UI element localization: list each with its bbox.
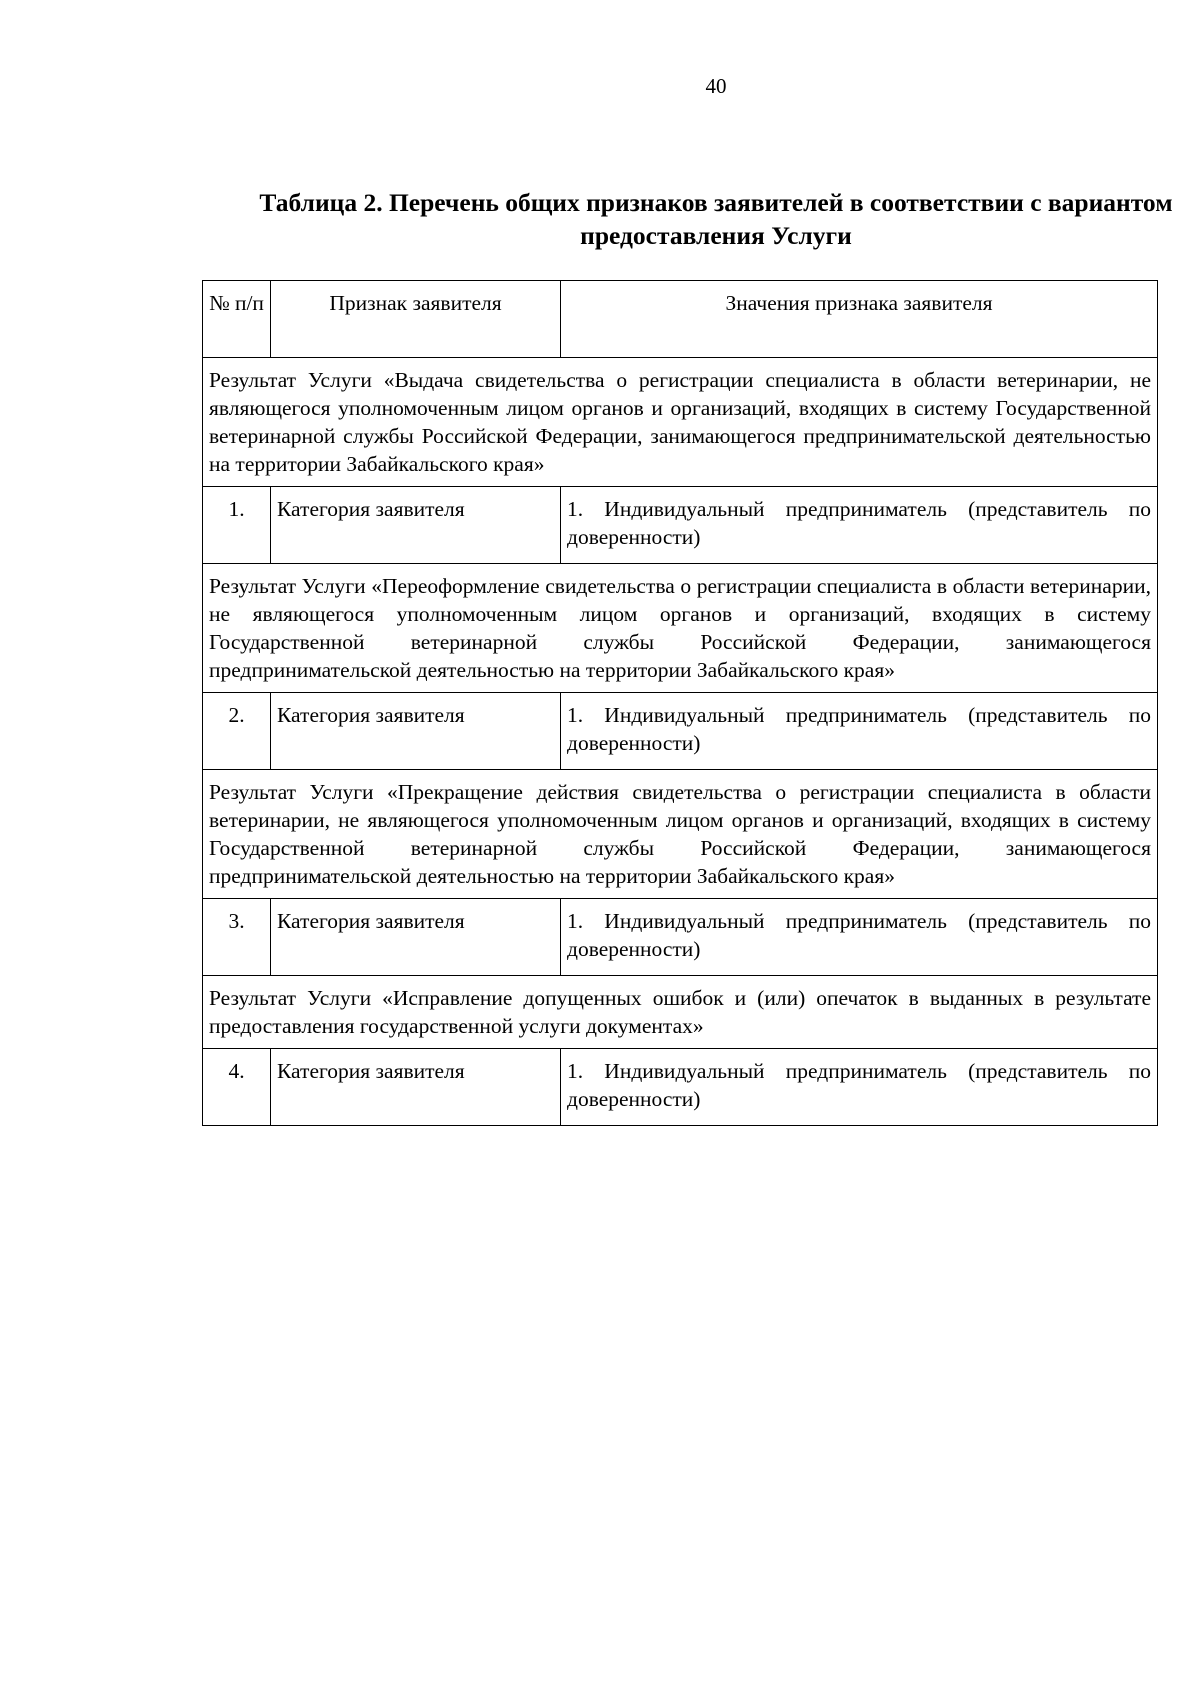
section-result: Результат Услуги «Переоформление свидетельства о регистрации специалиста в области ветеринарии, не являющегося уполномоченным лицом органов и организаций, входящих в систему Государственной ветеринарной службы Российской Федерации, занимающегося предпринимательской деятельностью на территории Забайкальского края» [203, 564, 1158, 693]
row-value: 1. Индивидуальный предприниматель (представитель по доверенности) [561, 1049, 1158, 1126]
section-row [203, 976, 1158, 1049]
section-result: Результат Услуги «Выдача свидетельства о регистрации специалиста в области ветеринарии, не являющегося уполномоченным лицом органов и организаций, входящих в систему Государственной ветеринарной службы Российской Федерации, занимающегося предпринимательской деятельностью на территории Забайкальского края» [203, 358, 1158, 487]
section-row [203, 564, 1158, 693]
row-attribute: Категория заявителя [271, 1049, 561, 1126]
row-attribute: Категория заявителя [271, 693, 561, 770]
applicant-attributes-table [202, 280, 1158, 1126]
section-row [203, 358, 1158, 487]
section-row [203, 770, 1158, 899]
row-num: 1. [203, 487, 271, 564]
table-row [203, 899, 1158, 976]
table-row [203, 1049, 1158, 1126]
row-attribute: Категория заявителя [271, 899, 561, 976]
row-attribute: Категория заявителя [271, 487, 561, 564]
header-value: Значения признака заявителя [561, 281, 1158, 358]
header-attribute: Признак заявителя [271, 281, 561, 358]
row-num: 3. [203, 899, 271, 976]
header-num: № п/п [203, 281, 271, 358]
row-value: 1. Индивидуальный предприниматель (представитель по доверенности) [561, 487, 1158, 564]
row-value: 1. Индивидуальный предприниматель (представитель по доверенности) [561, 693, 1158, 770]
section-result: Результат Услуги «Прекращение действия свидетельства о регистрации специалиста в области ветеринарии, не являющегося уполномоченным лицом органов и организаций, входящих в систему Государственной ветеринарной службы Российской Федерации, занимающегося предпринимательской деятельностью на территории Забайкальского края» [203, 770, 1158, 899]
row-num: 4. [203, 1049, 271, 1126]
table-title: Таблица 2. Перечень общих признаков заявителей в соответствии с вариантом предоставления Услуги [259, 188, 1173, 250]
table-row [203, 487, 1158, 564]
row-num: 2. [203, 693, 271, 770]
table-header-row [203, 281, 1158, 358]
table-row [203, 693, 1158, 770]
page-number: 40 [705, 74, 727, 98]
section-result: Результат Услуги «Исправление допущенных ошибок и (или) опечаток в выданных в результате предоставления государственной услуги документах» [203, 976, 1158, 1049]
row-value: 1. Индивидуальный предприниматель (представитель по доверенности) [561, 899, 1158, 976]
